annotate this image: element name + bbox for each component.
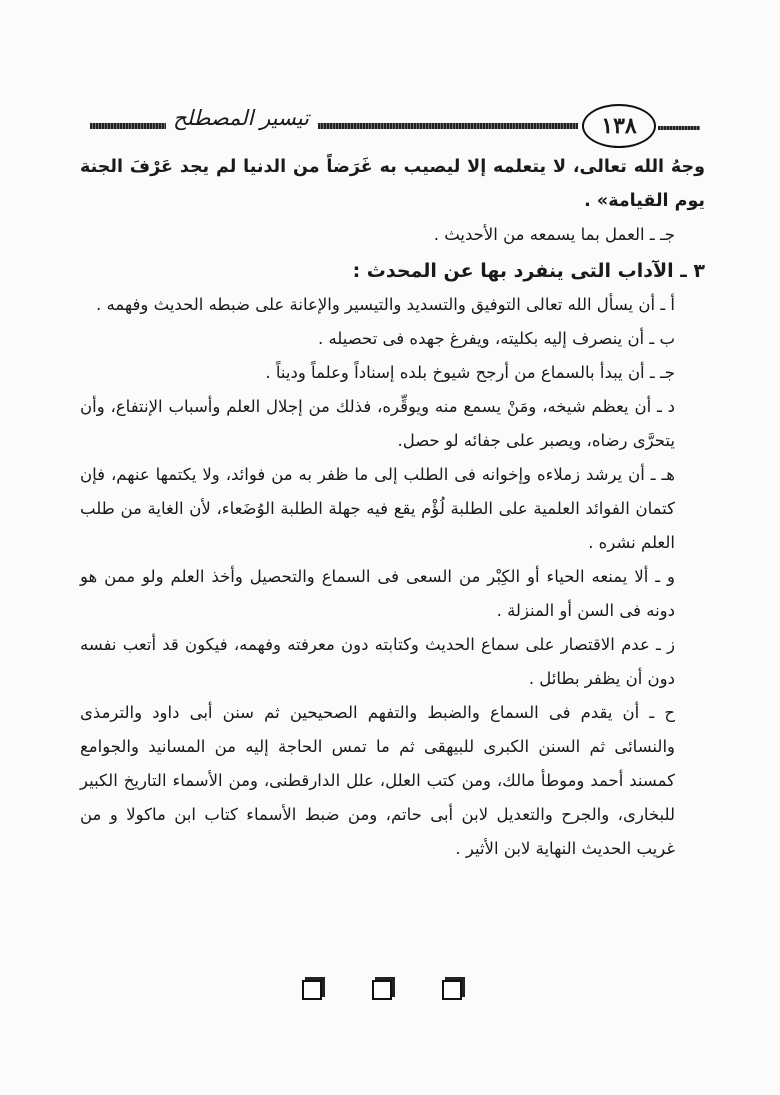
paragraph-item-alif: أ ـ أن يسأل الله تعالى التوفيق والتسديد والتيسير والإعانة على ضبطه الحديث وفهمه . bbox=[96, 295, 675, 314]
running-title: تيسير المصطلح bbox=[173, 106, 309, 130]
square-ornament-icon bbox=[442, 980, 462, 1000]
section-end-ornament bbox=[0, 976, 780, 1000]
square-ornament-icon bbox=[372, 980, 392, 1000]
paragraph-hadith-ending: وجهُ الله تعالى، لا يتعلمه إلا ليصيب به غَرَضاً من الدنيا لم يجد عَرْفَ الجنة يوم القيامة» . bbox=[80, 157, 705, 211]
paragraph-item-dal: د ـ أن يعظم شيخه، ومَنْ يسمع منه ويوقِّره، فذلك من إجلال العلم وأسباب الإنتفاع، وأن يتحرَّى رضاه، ويصبر على جفائه لو حصل. bbox=[80, 397, 675, 450]
paragraph-item-waw: و ـ ألا يمنعه الحياء أو الكِبْر من السعى فى السماع والتحصيل وأخذ العلم ولو ممن هو دونه فى السن أو المنزلة . bbox=[80, 567, 675, 620]
header-rule-left bbox=[90, 123, 166, 129]
paragraph-item-haa: ح ـ أن يقدم فى السماع والضبط والتفهم الصحيحين ثم سنن أبى داود والترمذى والنسائى ثم السنن الكبرى للبيهقى ثم ما تمس الحاجة إليه من المسانيد والجوامع كمسند أحمد وموطأ مالك، ومن كتب العلل، علل الدارقطنى، ومن الأسماء التاريخ الكبير للبخارى، والجرح والتعديل لابن أبى حاتم، ومن ضبط الأسماء كتاب ابن ماكولا و من غريب الحديث النهاية لابن الأثير . bbox=[80, 703, 675, 858]
paragraph-item-ha: هـ ـ أن يرشد زملاءه وإخوانه فى الطلب إلى ما ظفر به من فوائد، ولا يكتمها عنهم، فإن كتمان الفوائد العلمية على الطلبة لُؤْم يقع فيه جهلة الطلبة الوُضَعاء، لأن الغاية من طلب العلم نشره . bbox=[80, 465, 675, 552]
square-ornament-icon bbox=[302, 980, 322, 1000]
header-rule-right bbox=[658, 126, 700, 130]
page-number: ١٣٨ bbox=[582, 104, 656, 148]
paragraph-item-ba: ب ـ أن ينصرف إليه بكليته، ويفرغ جهده فى تحصيله . bbox=[317, 329, 675, 348]
header-rule-middle bbox=[318, 123, 578, 129]
paragraph-item-jeem-2: جـ ـ أن يبدأ بالسماع من أرجح شيوخ بلده إسناداً وعلماً وديناً . bbox=[265, 363, 675, 382]
page-header bbox=[82, 104, 700, 148]
paragraph-item-jeem: جـ ـ العمل بما يسمعه من الأحديث . bbox=[433, 225, 675, 244]
body-text bbox=[80, 150, 705, 866]
paragraph-item-zay: ز ـ عدم الاقتصار على سماع الحديث وكتابته دون معرفته وفهمه، فيكون قد أتعب نفسه دون أن يظفر بطائل . bbox=[80, 635, 675, 688]
section-heading: ٣ ـ الآداب التى ينفرد بها عن المحدث : bbox=[352, 260, 705, 282]
